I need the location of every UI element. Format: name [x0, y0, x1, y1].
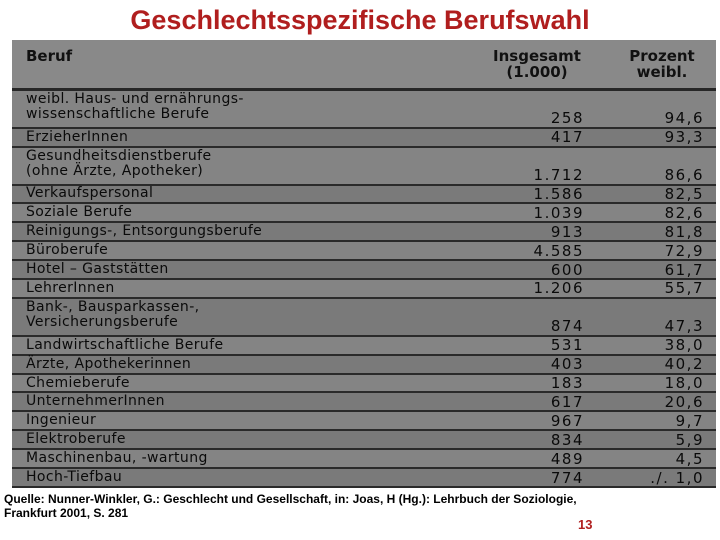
cell-prozent: 86,6	[664, 165, 704, 184]
cell-beruf: Soziale Berufe	[26, 204, 133, 221]
cell-insgesamt: 1.586	[533, 184, 584, 203]
page-number: 13	[578, 517, 593, 532]
cell-prozent: 47,3	[664, 316, 704, 335]
cell-insgesamt: 489	[550, 449, 584, 468]
table-header	[12, 40, 716, 91]
table-body	[12, 91, 716, 488]
table-row	[12, 393, 716, 412]
cell-insgesamt: 774	[550, 468, 584, 487]
table-row	[12, 412, 716, 431]
cell-insgesamt: 4.585	[533, 241, 584, 260]
scanned-table	[12, 40, 716, 488]
cell-beruf: Büroberufe	[26, 242, 109, 259]
cell-prozent: 82,6	[664, 203, 704, 222]
cell-insgesamt: 183	[550, 374, 584, 392]
cell-beruf: Hotel – Gaststätten	[26, 261, 169, 278]
cell-beruf: weibl. Haus- und ernährungs- wissenschaftliche Berufe	[26, 91, 244, 122]
table-row	[12, 204, 716, 223]
cell-beruf: Ärzte, Apothekerinnen	[26, 355, 192, 372]
cell-prozent: ./. 1,0	[650, 468, 704, 487]
cell-insgesamt: 834	[550, 430, 584, 449]
cell-prozent: 40,2	[664, 355, 704, 374]
table-row	[12, 261, 716, 280]
header-prozent: Prozent weibl.	[629, 47, 695, 81]
source-line-2: Frankfurt 2001, S. 281	[4, 506, 129, 520]
header-beruf: Beruf	[26, 47, 73, 65]
cell-insgesamt: 531	[550, 336, 584, 355]
cell-beruf: Maschinenbau, -wartung	[26, 450, 208, 467]
table-row	[12, 186, 716, 205]
cell-prozent: 82,5	[664, 184, 704, 203]
cell-beruf: UnternehmerInnen	[26, 393, 165, 410]
table-row	[12, 450, 716, 469]
table-row	[12, 431, 716, 450]
table-row	[12, 469, 716, 488]
table-row	[12, 299, 716, 337]
cell-prozent: 38,0	[664, 336, 704, 355]
cell-prozent: 94,6	[664, 108, 704, 127]
cell-beruf: Hoch-Tiefbau	[26, 469, 123, 486]
cell-beruf: Bank-, Bausparkassen-, Versicherungsberufe	[26, 298, 200, 330]
cell-insgesamt: 874	[550, 316, 584, 335]
cell-prozent: 5,9	[675, 430, 704, 449]
table-row	[12, 129, 716, 148]
cell-beruf: Reinigungs-, Entsorgungsberufe	[26, 223, 263, 240]
cell-insgesamt: 617	[550, 392, 584, 411]
cell-beruf: Landwirtschaftliche Berufe	[26, 336, 224, 353]
cell-insgesamt: 1.039	[533, 203, 584, 222]
table-row	[12, 337, 716, 356]
cell-insgesamt: 913	[550, 222, 584, 241]
source-line-1: Quelle: Nunner-Winkler, G.: Geschlecht und Gesellschaft, in: Joas, H (Hg.): Lehrbuch der Soziologie,	[4, 492, 577, 506]
cell-insgesamt: 1.206	[533, 279, 584, 298]
cell-insgesamt: 417	[550, 128, 584, 147]
cell-prozent: 20,6	[664, 392, 704, 411]
cell-prozent: 72,9	[664, 241, 704, 260]
cell-prozent: 93,3	[664, 128, 704, 147]
cell-prozent: 4,5	[675, 449, 704, 468]
table-row	[12, 356, 716, 375]
table-row	[12, 375, 716, 394]
slide-title: Geschlechtsspezifische Berufswahl	[130, 5, 590, 35]
cell-insgesamt: 403	[550, 355, 584, 374]
cell-insgesamt: 600	[550, 260, 584, 279]
cell-prozent: 18,0	[664, 374, 704, 392]
cell-prozent: 81,8	[664, 222, 704, 241]
table-row	[12, 148, 716, 186]
cell-insgesamt: 1.712	[533, 165, 584, 184]
cell-prozent: 9,7	[675, 411, 704, 430]
header-insgesamt: Insgesamt (1.000)	[493, 47, 581, 81]
cell-insgesamt: 967	[550, 411, 584, 430]
cell-beruf: Elektroberufe	[26, 431, 126, 448]
table-row	[12, 280, 716, 299]
cell-beruf: Ingenieur	[26, 412, 97, 429]
table-row	[12, 242, 716, 261]
table-row	[12, 91, 716, 129]
cell-beruf: Gesundheitsdienstberufe (ohne Ärzte, Apotheker)	[26, 147, 212, 179]
cell-beruf: Verkaufspersonal	[26, 185, 154, 202]
cell-beruf: LehrerInnen	[26, 279, 115, 296]
cell-beruf: Chemieberufe	[26, 374, 130, 391]
cell-insgesamt: 258	[550, 108, 584, 127]
cell-prozent: 55,7	[664, 279, 704, 298]
source-citation	[4, 492, 704, 520]
table-row	[12, 223, 716, 242]
cell-beruf: ErzieherInnen	[26, 128, 129, 145]
cell-prozent: 61,7	[664, 260, 704, 279]
